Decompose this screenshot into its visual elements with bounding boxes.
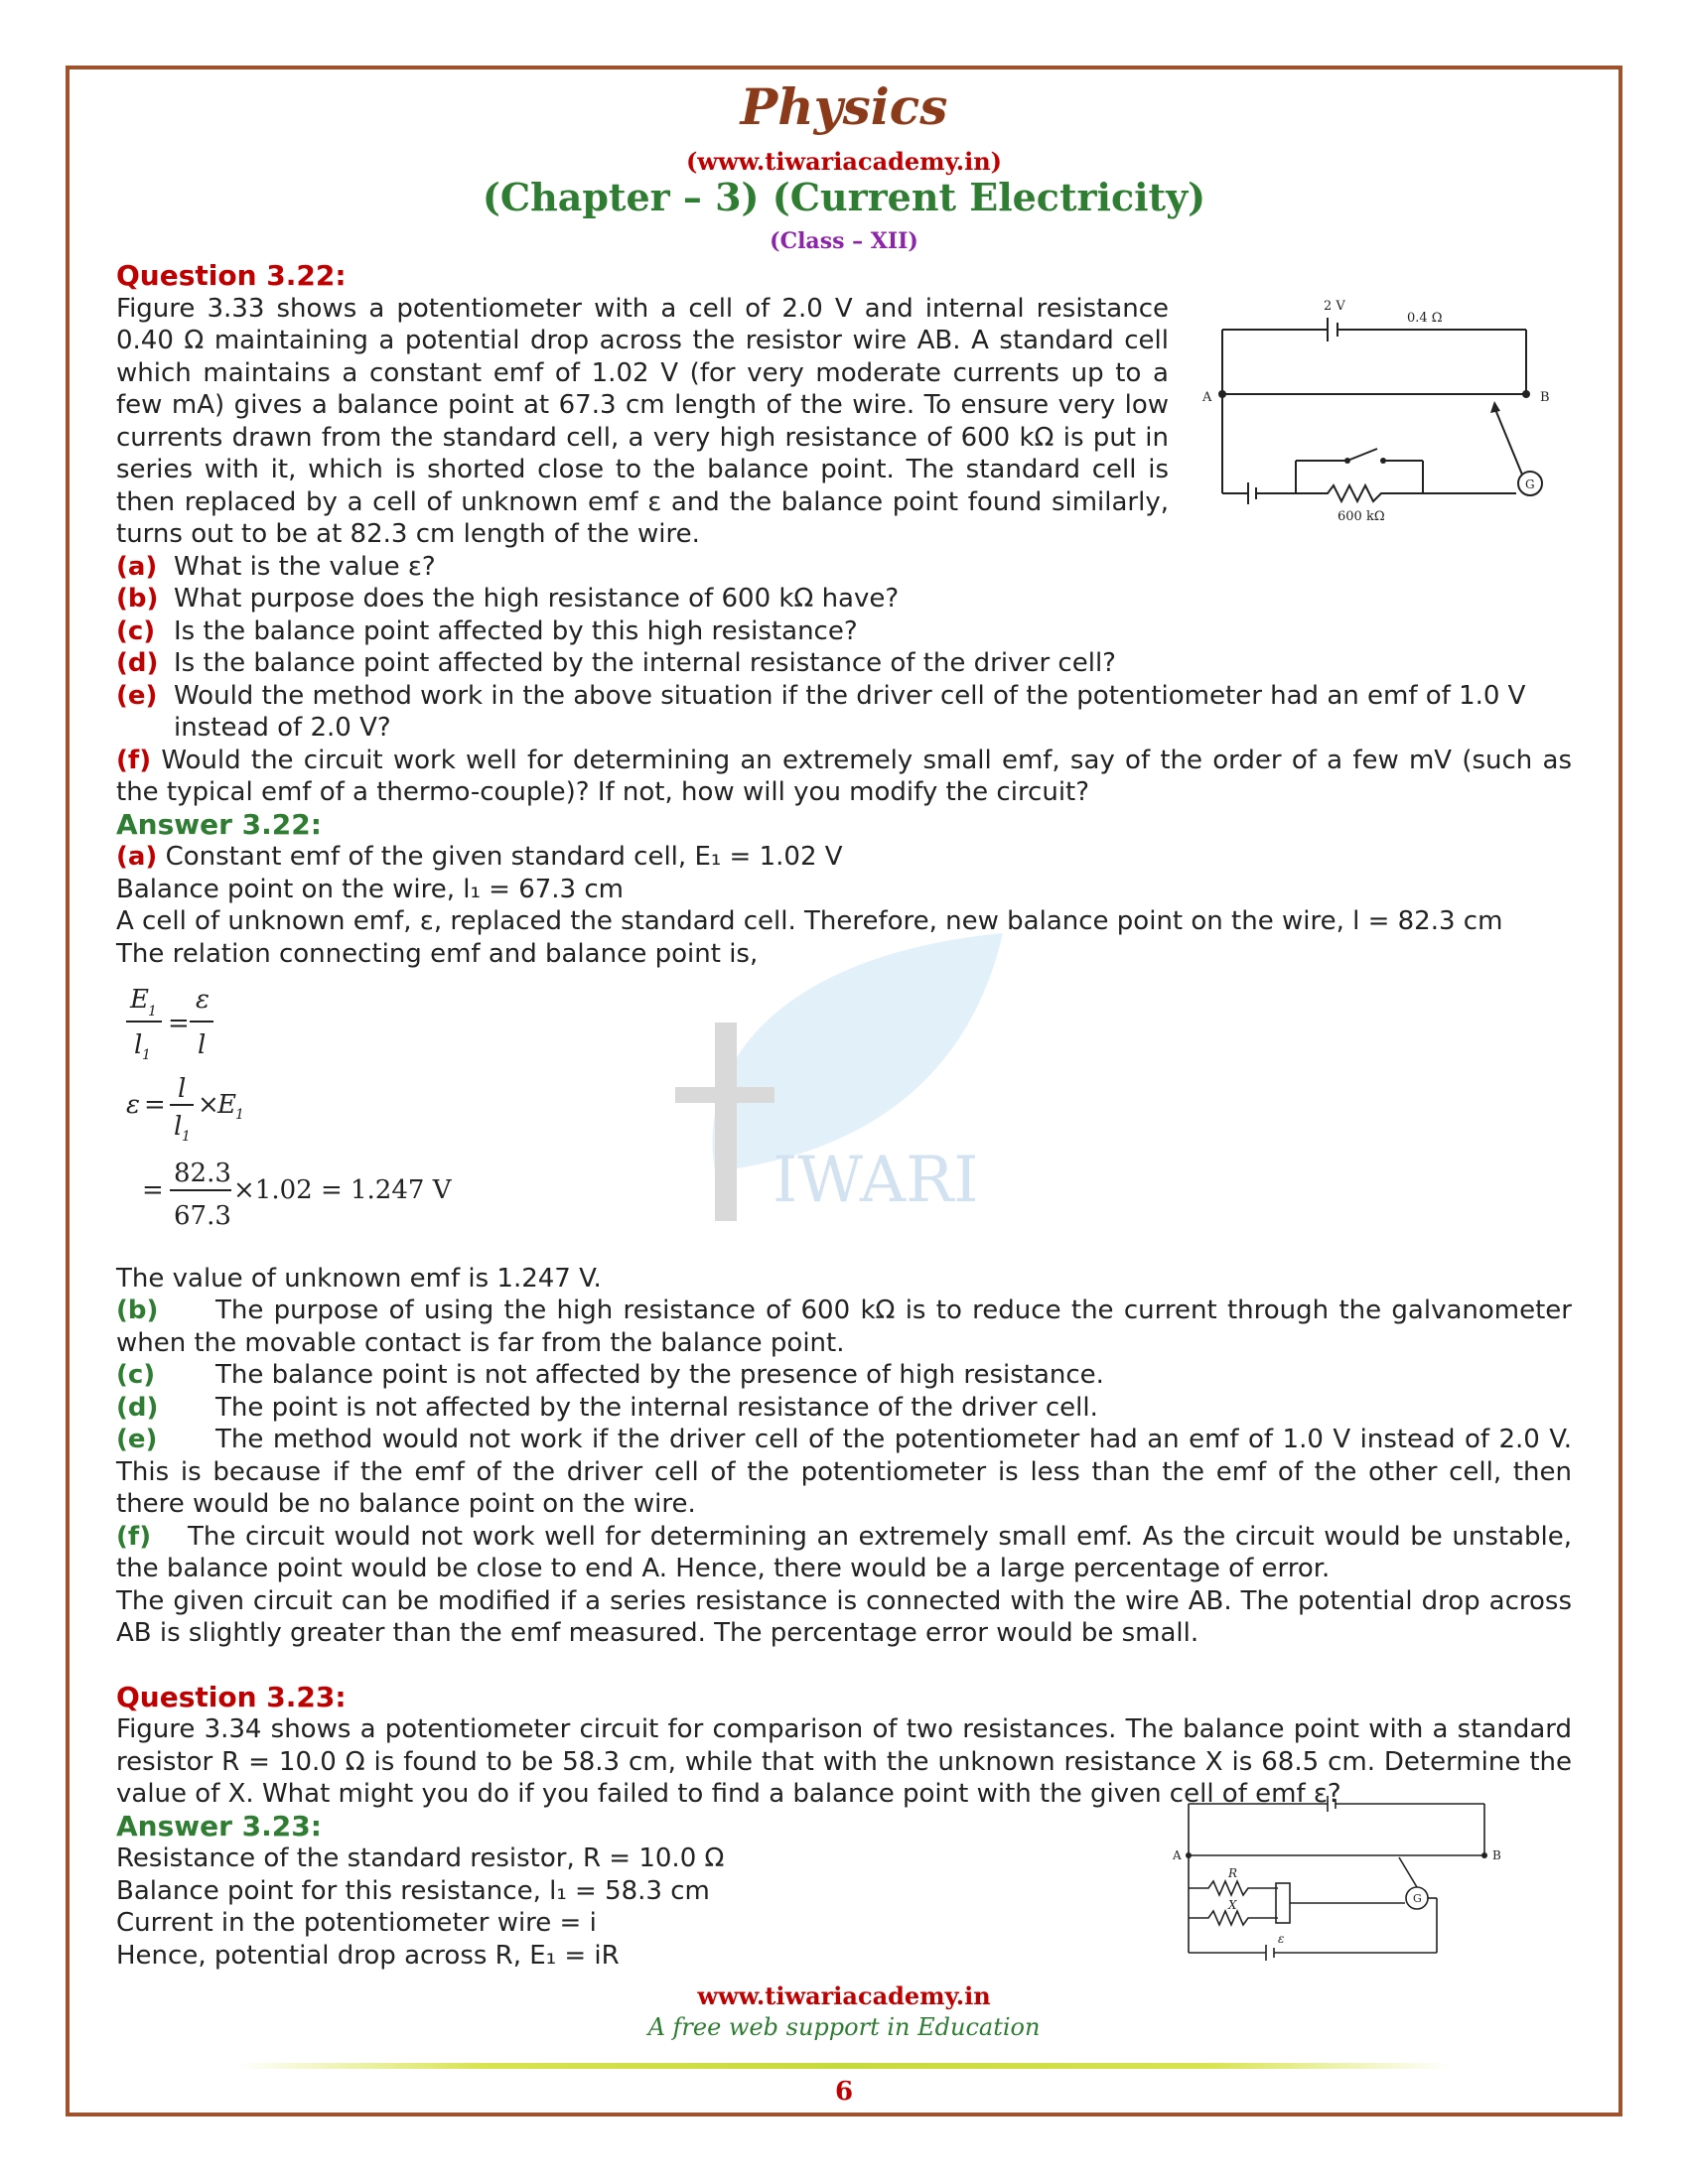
fig2-g-label: G	[1413, 1892, 1422, 1905]
svg-text:E: E	[130, 985, 149, 1015]
question-3-22-heading: Question 3.22:	[116, 259, 347, 292]
svg-text:1: 1	[182, 1129, 191, 1145]
question-part: (d) Is the balance point affected by the internal resistance of the driver cell?	[116, 648, 1116, 678]
svg-text:=: =	[168, 1009, 190, 1038]
answer-3-23-line-3: Current in the potentiometer wire = i	[116, 1908, 597, 1938]
answer-3-23-line-1: Resistance of the standard resistor, R = 10.0 Ω	[116, 1843, 725, 1873]
fig2-a-label: A	[1173, 1848, 1182, 1862]
answer-a-line-4: The relation connecting emf and balance point is,	[116, 938, 759, 969]
svg-text:l: l	[134, 1030, 143, 1060]
question-3-23-heading: Question 3.23:	[116, 1680, 347, 1713]
question-3-22-text: Figure 3.33 shows a potentiometer with a cell of 2.0 V and internal resistance 0.40 Ω maintaining a potential drop across the resistor wire AB. A standard cell which maintains a constant emf of 1.02 V (for very moderate currents up to a few mA) gives a balance point at 67.3 cm length of the wire. To ensure very low currents drawn from the standard cell, a very high resistance of 600 kΩ is put in series with it, which is shorted close to the balance point. The standard cell is then replaced by a cell of unknown emf ε and the balance point found similarly, turns out to be at 82.3 cm length of the wire.	[116, 293, 1169, 549]
answer-b: (b) The purpose of using the high resistance of 600 kΩ is to reduce the current through the galvanometer when the movable contact is far from the balance point.	[116, 1296, 1572, 1358]
question-3-23-text: Figure 3.34 shows a potentiometer circuit for comparison of two resistances. The balance point with a standard resistor R = 10.0 Ω is found to be 58.3 cm, while that with the unknown resistance X is 68.5 cm. Determine the value of X. What might you do if you failed to find a balance point with the given cell of emf ε?	[116, 1714, 1572, 1809]
eq-result: ×1.02 = 1.247 V	[233, 1175, 452, 1205]
question-part: (e) Would the method work in the above situation if the driver cell of the potentiometer had an emf of 1.0 V instead of 2.0 V?	[116, 680, 1526, 743]
svg-text:×: ×	[198, 1090, 219, 1120]
fig-a-label: A	[1202, 390, 1212, 405]
answer-a-result: The value of unknown emf is 1.247 V.	[116, 1263, 602, 1294]
question-part: (a) What is the value ε?	[116, 551, 436, 582]
question-part: (c) Is the balance point affected by this high resistance?	[116, 615, 858, 646]
answer-a-line-3: A cell of unknown emf, ε, replaced the standard cell. Therefore, new balance point on the wire, l = 82.3 cm	[116, 906, 1503, 936]
answer-f: (f) The circuit would not work well for determining an extremely small emf. As the circuit would be unstable, the balance point would be close to end A. Hence, there would be a large percentage of error.	[116, 1521, 1572, 1583]
potentiometer-circuit-figure	[1179, 290, 1576, 528]
answer-e: (e) The method would not work if the driver cell of the potentiometer had an emf of 1.0 V instead of 2.0 V. This is because if the emf of the driver cell of the potentiometer is less than the emf of the other cell, then there would be no balance point on the wire.	[116, 1425, 1572, 1519]
svg-text:ε: ε	[126, 1090, 140, 1120]
fig-cell-label: 2 V	[1324, 299, 1345, 314]
svg-text:l: l	[178, 1074, 187, 1104]
class-label: (Class – XII)	[770, 228, 918, 254]
fig2-b-label: B	[1492, 1848, 1501, 1862]
answer-a-line-1: (a) Constant emf of the given standard cell, E₁ = 1.02 V	[116, 842, 843, 872]
emf-equation	[122, 978, 480, 1246]
question-part: (b) What purpose does the high resistance of 600 kΩ have?	[116, 584, 900, 614]
answer-f-modification: The given circuit can be modified if a series resistance is connected with the wire AB. The potential drop across AB is slightly greater than the emf measured. The percentage error would be small.	[116, 1585, 1572, 1648]
fig-g-label: G	[1525, 478, 1535, 491]
page-title: Physics	[740, 77, 948, 136]
answer-3-23-line-4: Hence, potential drop across R, E₁ = iR	[116, 1940, 620, 1971]
svg-text:1: 1	[235, 1107, 244, 1123]
answer-3-23-heading: Answer 3.23:	[116, 1809, 322, 1843]
chapter-title: (Chapter – 3) (Current Electricity)	[482, 175, 1206, 219]
svg-text:ε: ε	[196, 985, 210, 1015]
svg-text:=: =	[142, 1175, 164, 1205]
header-url[interactable]: (www.tiwariacademy.in)	[685, 147, 1003, 176]
footer-tagline: A free web support in Education	[647, 2013, 1041, 2041]
answer-a-line-2: Balance point on the wire, l₁ = 67.3 cm	[116, 874, 624, 904]
fig-res-label: 600 kΩ	[1337, 509, 1385, 524]
question-part: (f) Would the circuit work well for determining an extremely small emf, say of the order of a few mV (such as the typical emf of a thermo-couple)? If not, how will you modify the circuit?	[116, 745, 1573, 807]
page-number: 6	[834, 2077, 854, 2107]
footer-divider	[238, 2063, 1450, 2069]
fig-b-label: B	[1540, 390, 1550, 405]
fig2-r-label: R	[1228, 1866, 1238, 1880]
answer-c: (c) The balance point is not affected by the presence of high resistance.	[116, 1360, 1104, 1390]
footer-url[interactable]: www.tiwariacademy.in	[697, 1981, 991, 2010]
svg-text:E: E	[217, 1090, 236, 1120]
eq-numerator: 82.3	[174, 1159, 231, 1188]
fig2-x-label: X	[1228, 1898, 1237, 1912]
svg-text:l: l	[198, 1030, 207, 1060]
fig2-emf-label: ε	[1278, 1932, 1285, 1946]
answer-3-23-line-2: Balance point for this resistance, l₁ = 58.3 cm	[116, 1875, 710, 1906]
fig-internal-label: 0.4 Ω	[1407, 311, 1443, 326]
watermark-text: IWARI	[773, 1144, 979, 1217]
content	[116, 260, 1572, 1972]
svg-text:l: l	[174, 1112, 183, 1142]
answer-d: (d) The point is not affected by the internal resistance of the driver cell.	[116, 1392, 1098, 1423]
eq-denominator: 67.3	[174, 1201, 231, 1231]
answer-3-22-heading: Answer 3.22:	[116, 807, 322, 841]
svg-text:=: =	[144, 1090, 166, 1120]
svg-text:1: 1	[142, 1047, 151, 1063]
resistance-comparison-figure	[1169, 1794, 1526, 1992]
svg-text:1: 1	[148, 1004, 157, 1020]
